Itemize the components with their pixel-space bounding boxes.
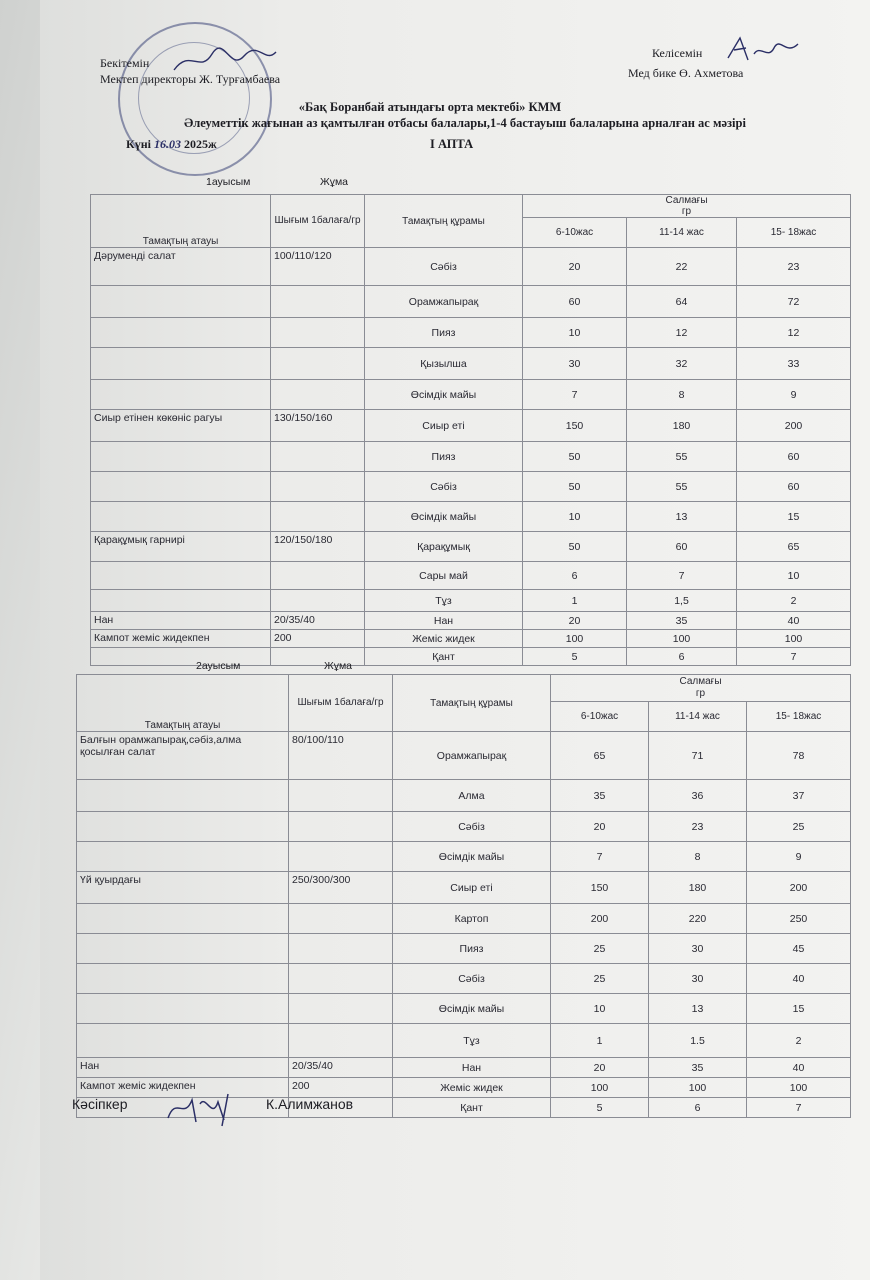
dish-cell: Балғын орамжапырақ,сәбіз,алма қосылған салат bbox=[77, 732, 289, 780]
table-row bbox=[91, 286, 851, 318]
portion-cell: 100/110/120 bbox=[271, 248, 365, 286]
date-value: 16.03 bbox=[153, 137, 181, 151]
ingredient-cell: Орамжапырақ bbox=[365, 286, 523, 318]
week-label: I АПТА bbox=[430, 137, 474, 151]
weight-age3-cell: 60 bbox=[737, 442, 851, 472]
dish-cell bbox=[77, 964, 289, 994]
portion-cell bbox=[289, 780, 393, 812]
dish-cell bbox=[77, 904, 289, 934]
header-age3: 15- 18жас bbox=[737, 218, 851, 248]
weight-age3-cell: 2 bbox=[737, 590, 851, 612]
dish-cell bbox=[91, 590, 271, 612]
weight-age1-cell: 50 bbox=[523, 532, 627, 562]
weight-age2-cell: 7 bbox=[627, 562, 737, 590]
weight-age3-cell: 40 bbox=[747, 1058, 851, 1078]
weight-age1-cell: 1 bbox=[523, 590, 627, 612]
portion-cell bbox=[271, 318, 365, 348]
date-year: 2025ж bbox=[183, 137, 217, 151]
weight-age3-cell: 200 bbox=[747, 872, 851, 904]
dish-cell bbox=[77, 994, 289, 1024]
weight-age1-cell: 6 bbox=[523, 562, 627, 590]
weight-age2-cell: 55 bbox=[627, 472, 737, 502]
shift2-day: Жұма bbox=[324, 660, 353, 672]
dish-cell: Нан bbox=[91, 612, 271, 630]
ingredient-cell: Қант bbox=[393, 1098, 551, 1118]
dish-cell: Қарақұмық гарнирі bbox=[91, 532, 271, 562]
weight-age1-cell: 35 bbox=[551, 780, 649, 812]
dish-cell bbox=[77, 780, 289, 812]
table-row bbox=[91, 348, 851, 380]
ingredient-cell: Жеміс жидек bbox=[393, 1078, 551, 1098]
weight-age1-cell: 30 bbox=[523, 348, 627, 380]
table-row bbox=[91, 410, 851, 442]
weight-age2-cell: 100 bbox=[627, 630, 737, 648]
menu-title: Әлеуметтік жағынан аз қамтылған отбасы балалары,1-4 бастауыш балаларына арналған ас мәзірі bbox=[184, 116, 746, 130]
dish-cell: Кампот жеміс жидекпен bbox=[91, 630, 271, 648]
weight-age2-cell: 35 bbox=[649, 1058, 747, 1078]
portion-cell: 20/35/40 bbox=[271, 612, 365, 630]
weight-age1-cell: 7 bbox=[551, 842, 649, 872]
header2-weight-unit: гр bbox=[695, 688, 706, 700]
header-weight bbox=[523, 195, 851, 218]
dish-cell bbox=[91, 648, 271, 666]
dish-cell bbox=[91, 562, 271, 590]
weight-age2-cell: 220 bbox=[649, 904, 747, 934]
weight-age3-cell: 45 bbox=[747, 934, 851, 964]
dish-cell: Дәруменді салат bbox=[91, 248, 271, 286]
weight-age3-cell: 7 bbox=[747, 1098, 851, 1118]
header-weight-unit: гр bbox=[681, 206, 692, 217]
header-age2: 11-14 жас bbox=[627, 218, 737, 248]
weight-age1-cell: 20 bbox=[551, 1058, 649, 1078]
weight-age3-cell: 60 bbox=[737, 472, 851, 502]
weight-age2-cell: 22 bbox=[627, 248, 737, 286]
portion-cell bbox=[289, 904, 393, 934]
shift1-day: Жұма bbox=[320, 176, 349, 188]
dish-cell: Кампот жеміс жидекпен bbox=[77, 1078, 289, 1098]
approve-label: Бекітемін bbox=[100, 56, 150, 70]
weight-age3-cell: 200 bbox=[737, 410, 851, 442]
nurse-signature bbox=[724, 34, 804, 66]
ingredient-cell: Өсімдік майы bbox=[365, 380, 523, 410]
weight-age2-cell: 1.5 bbox=[649, 1024, 747, 1058]
weight-age1-cell: 25 bbox=[551, 934, 649, 964]
ingredient-cell: Тұз bbox=[365, 590, 523, 612]
dish-cell: Үй қуырдағы bbox=[77, 872, 289, 904]
weight-age3-cell: 72 bbox=[737, 286, 851, 318]
table-row bbox=[77, 812, 851, 842]
weight-age3-cell: 7 bbox=[737, 648, 851, 666]
header-dish: Тамақтың атауы bbox=[91, 195, 271, 248]
dish-cell bbox=[91, 442, 271, 472]
ingredient-cell: Сиыр еті bbox=[393, 872, 551, 904]
weight-age2-cell: 6 bbox=[627, 648, 737, 666]
footer-name: К.Алимжанов bbox=[266, 1096, 354, 1112]
ingredient-cell: Жеміс жидек bbox=[365, 630, 523, 648]
ingredient-cell: Сәбіз bbox=[365, 248, 523, 286]
dish-cell: Сиыр етінен көкөніс рагуы bbox=[91, 410, 271, 442]
portion-cell bbox=[289, 842, 393, 872]
weight-age2-cell: 71 bbox=[649, 732, 747, 780]
weight-age3-cell: 15 bbox=[737, 502, 851, 532]
weight-age3-cell: 25 bbox=[747, 812, 851, 842]
ingredient-cell: Сары май bbox=[365, 562, 523, 590]
header2-weight bbox=[551, 675, 851, 702]
menu-table-shift1 bbox=[90, 194, 851, 666]
header-weight-label: Салмағы bbox=[665, 195, 708, 206]
agree-label: Келісемін bbox=[652, 46, 703, 60]
portion-cell bbox=[289, 964, 393, 994]
date-line bbox=[126, 137, 217, 152]
ingredient-cell: Сәбіз bbox=[365, 472, 523, 502]
weight-age3-cell: 100 bbox=[747, 1078, 851, 1098]
dish-cell bbox=[91, 502, 271, 532]
dish-cell bbox=[91, 318, 271, 348]
table-row bbox=[91, 562, 851, 590]
portion-cell bbox=[271, 380, 365, 410]
dish-cell bbox=[91, 380, 271, 410]
table-row bbox=[91, 612, 851, 630]
portion-cell: 120/150/180 bbox=[271, 532, 365, 562]
header2-age1: 6-10жас bbox=[551, 702, 649, 732]
header-composition: Тамақтың құрамы bbox=[365, 195, 523, 248]
weight-age1-cell: 60 bbox=[523, 286, 627, 318]
weight-age1-cell: 150 bbox=[551, 872, 649, 904]
date-label: Күні bbox=[126, 137, 151, 151]
ingredient-cell: Орамжапырақ bbox=[393, 732, 551, 780]
header2-age2: 11-14 жас bbox=[649, 702, 747, 732]
weight-age2-cell: 12 bbox=[627, 318, 737, 348]
ingredient-cell: Өсімдік майы bbox=[393, 842, 551, 872]
weight-age2-cell: 55 bbox=[627, 442, 737, 472]
weight-age2-cell: 180 bbox=[649, 872, 747, 904]
weight-age2-cell: 13 bbox=[627, 502, 737, 532]
weight-age2-cell: 1,5 bbox=[627, 590, 737, 612]
table-row bbox=[77, 904, 851, 934]
menu-table-shift2 bbox=[76, 674, 851, 1118]
table-row bbox=[91, 532, 851, 562]
portion-cell bbox=[271, 442, 365, 472]
table-row bbox=[77, 1058, 851, 1078]
weight-age3-cell: 250 bbox=[747, 904, 851, 934]
director-signature bbox=[170, 44, 280, 78]
header-portion: Шығым 1балаға/гр bbox=[271, 195, 365, 248]
weight-age1-cell: 200 bbox=[551, 904, 649, 934]
entrepreneur-signature bbox=[162, 1090, 242, 1128]
ingredient-cell: Сиыр еті bbox=[365, 410, 523, 442]
weight-age2-cell: 180 bbox=[627, 410, 737, 442]
weight-age2-cell: 30 bbox=[649, 934, 747, 964]
ingredient-cell: Тұз bbox=[393, 1024, 551, 1058]
portion-cell: 200 bbox=[271, 630, 365, 648]
portion-cell: 20/35/40 bbox=[289, 1058, 393, 1078]
header2-portion: Шығым 1балаға/гр bbox=[289, 675, 393, 732]
ingredient-cell: Қызылша bbox=[365, 348, 523, 380]
weight-age3-cell: 10 bbox=[737, 562, 851, 590]
ingredient-cell: Нан bbox=[365, 612, 523, 630]
table-row bbox=[91, 442, 851, 472]
portion-cell bbox=[271, 472, 365, 502]
weight-age1-cell: 100 bbox=[551, 1078, 649, 1098]
portion-cell: 200 bbox=[289, 1078, 393, 1098]
weight-age2-cell: 30 bbox=[649, 964, 747, 994]
ingredient-cell: Сәбіз bbox=[393, 812, 551, 842]
weight-age3-cell: 33 bbox=[737, 348, 851, 380]
weight-age1-cell: 1 bbox=[551, 1024, 649, 1058]
portion-cell bbox=[289, 994, 393, 1024]
weight-age3-cell: 37 bbox=[747, 780, 851, 812]
portion-cell bbox=[271, 348, 365, 380]
portion-cell: 80/100/110 bbox=[289, 732, 393, 780]
weight-age1-cell: 20 bbox=[523, 612, 627, 630]
weight-age1-cell: 50 bbox=[523, 472, 627, 502]
weight-age1-cell: 5 bbox=[551, 1098, 649, 1118]
shift1-label: 1ауысым bbox=[206, 176, 251, 188]
header2-age3: 15- 18жас bbox=[747, 702, 851, 732]
table-row bbox=[91, 472, 851, 502]
ingredient-cell: Қант bbox=[365, 648, 523, 666]
school-title: «Бақ Боранбай атындағы орта мектебі» КММ bbox=[298, 100, 562, 114]
table-row bbox=[91, 502, 851, 532]
weight-age2-cell: 6 bbox=[649, 1098, 747, 1118]
weight-age1-cell: 20 bbox=[551, 812, 649, 842]
weight-age3-cell: 100 bbox=[737, 630, 851, 648]
weight-age3-cell: 40 bbox=[747, 964, 851, 994]
portion-cell: 130/150/160 bbox=[271, 410, 365, 442]
dish-cell bbox=[91, 348, 271, 380]
weight-age3-cell: 2 bbox=[747, 1024, 851, 1058]
header2-composition: Тамақтың құрамы bbox=[393, 675, 551, 732]
dish-cell bbox=[91, 472, 271, 502]
weight-age3-cell: 40 bbox=[737, 612, 851, 630]
weight-age1-cell: 10 bbox=[523, 502, 627, 532]
weight-age2-cell: 13 bbox=[649, 994, 747, 1024]
ingredient-cell: Қарақұмық bbox=[365, 532, 523, 562]
weight-age2-cell: 8 bbox=[627, 380, 737, 410]
table-row bbox=[77, 732, 851, 780]
weight-age3-cell: 78 bbox=[747, 732, 851, 780]
footer-role: Кәсіпкер bbox=[72, 1096, 128, 1112]
weight-age1-cell: 65 bbox=[551, 732, 649, 780]
dish-cell: Нан bbox=[77, 1058, 289, 1078]
ingredient-cell: Алма bbox=[393, 780, 551, 812]
dish-cell bbox=[77, 934, 289, 964]
ingredient-cell: Пияз bbox=[365, 318, 523, 348]
ingredient-cell: Пияз bbox=[365, 442, 523, 472]
portion-cell bbox=[289, 812, 393, 842]
weight-age3-cell: 23 bbox=[737, 248, 851, 286]
portion-cell bbox=[271, 562, 365, 590]
ingredient-cell: Картоп bbox=[393, 904, 551, 934]
weight-age3-cell: 15 bbox=[747, 994, 851, 1024]
ingredient-cell: Өсімдік майы bbox=[393, 994, 551, 1024]
weight-age2-cell: 35 bbox=[627, 612, 737, 630]
weight-age1-cell: 10 bbox=[551, 994, 649, 1024]
weight-age3-cell: 9 bbox=[747, 842, 851, 872]
weight-age3-cell: 9 bbox=[737, 380, 851, 410]
table-row bbox=[91, 318, 851, 348]
weight-age1-cell: 5 bbox=[523, 648, 627, 666]
ingredient-cell: Сәбіз bbox=[393, 964, 551, 994]
table-row bbox=[77, 842, 851, 872]
weight-age2-cell: 32 bbox=[627, 348, 737, 380]
ingredient-cell: Пияз bbox=[393, 934, 551, 964]
portion-cell bbox=[289, 934, 393, 964]
weight-age3-cell: 65 bbox=[737, 532, 851, 562]
table-row bbox=[77, 994, 851, 1024]
portion-cell bbox=[271, 502, 365, 532]
shift2-label: 2ауысым bbox=[196, 660, 241, 672]
header-age1: 6-10жас bbox=[523, 218, 627, 248]
weight-age2-cell: 60 bbox=[627, 532, 737, 562]
ingredient-cell: Нан bbox=[393, 1058, 551, 1078]
table-row bbox=[91, 380, 851, 410]
portion-cell bbox=[289, 1024, 393, 1058]
weight-age1-cell: 150 bbox=[523, 410, 627, 442]
table-row bbox=[77, 964, 851, 994]
weight-age3-cell: 12 bbox=[737, 318, 851, 348]
table-row bbox=[77, 1024, 851, 1058]
table-row bbox=[77, 934, 851, 964]
dish-cell bbox=[91, 286, 271, 318]
dish-cell bbox=[77, 1024, 289, 1058]
weight-age1-cell: 50 bbox=[523, 442, 627, 472]
dish-cell bbox=[77, 842, 289, 872]
header2-dish: Тамақтың атауы bbox=[77, 675, 289, 732]
table-row bbox=[91, 590, 851, 612]
weight-age2-cell: 23 bbox=[649, 812, 747, 842]
portion-cell bbox=[271, 590, 365, 612]
weight-age1-cell: 10 bbox=[523, 318, 627, 348]
portion-cell bbox=[271, 286, 365, 318]
table-row bbox=[91, 248, 851, 286]
portion-cell: 250/300/300 bbox=[289, 872, 393, 904]
weight-age1-cell: 25 bbox=[551, 964, 649, 994]
weight-age1-cell: 7 bbox=[523, 380, 627, 410]
ingredient-cell: Өсімдік майы bbox=[365, 502, 523, 532]
weight-age2-cell: 8 bbox=[649, 842, 747, 872]
table-row bbox=[91, 630, 851, 648]
weight-age2-cell: 36 bbox=[649, 780, 747, 812]
table-row bbox=[77, 780, 851, 812]
weight-age2-cell: 64 bbox=[627, 286, 737, 318]
weight-age1-cell: 20 bbox=[523, 248, 627, 286]
weight-age2-cell: 100 bbox=[649, 1078, 747, 1098]
dish-cell bbox=[77, 812, 289, 842]
weight-age1-cell: 100 bbox=[523, 630, 627, 648]
header2-weight-label: Салмағы bbox=[679, 676, 722, 688]
table-row bbox=[77, 872, 851, 904]
director-line: Мектеп директоры Ж. Турғамбаева bbox=[100, 72, 281, 86]
nurse-line: Мед бике Ө. Ахметова bbox=[628, 66, 744, 80]
